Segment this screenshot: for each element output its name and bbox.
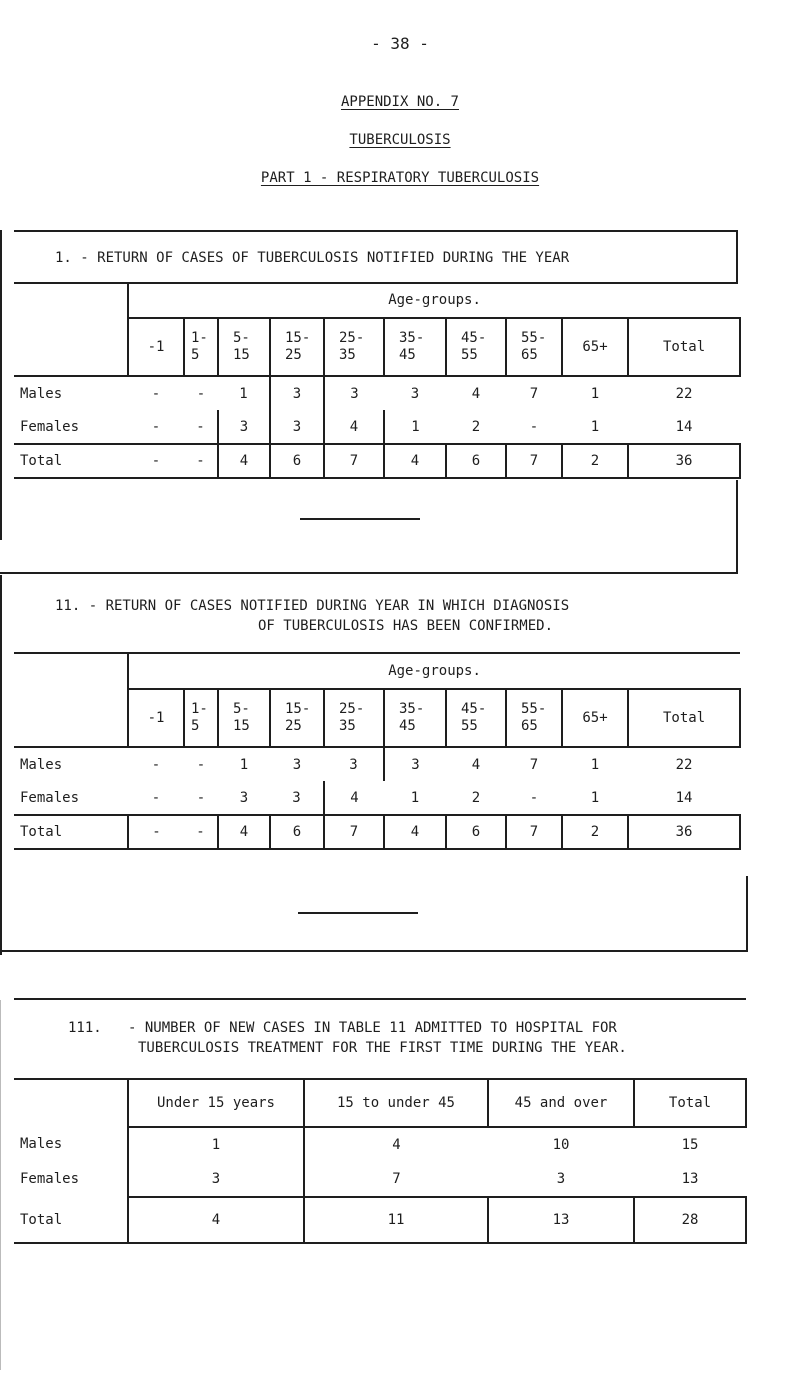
- section2-title-line1: 11. - RETURN OF CASES NOTIFIED DURING YEAR IN WHICH DIAGNOSIS: [55, 598, 570, 614]
- data-cell: 7: [324, 815, 384, 849]
- data-cell: -: [196, 756, 206, 773]
- data-cell: 1: [590, 385, 600, 402]
- data-cell: 28: [634, 1197, 746, 1243]
- data-cell: 3: [410, 385, 420, 402]
- data-cell: 22: [675, 756, 693, 773]
- corner-cell: [14, 318, 128, 376]
- data-cell: 14: [675, 418, 693, 435]
- separator-rule: [0, 572, 738, 574]
- corner-cell: [14, 282, 128, 318]
- column-header: Total: [628, 318, 740, 376]
- data-cell: 2: [562, 444, 628, 478]
- data-cell: 4: [324, 410, 384, 444]
- data-cell: 14: [675, 789, 693, 806]
- column-header: 45 and over: [488, 1079, 634, 1127]
- row-label-females: Females: [20, 418, 80, 435]
- data-cell: 3: [128, 1161, 304, 1197]
- data-cell: 10: [552, 1136, 570, 1153]
- data-cell: -: [529, 789, 539, 806]
- row-label-males: Males: [20, 756, 63, 773]
- column-header: 5- 15: [218, 689, 270, 747]
- data-cell: 22: [675, 385, 693, 402]
- data-cell: 1: [384, 410, 446, 444]
- data-cell: 1: [128, 1127, 304, 1161]
- data-cell: 2: [562, 815, 628, 849]
- column-header: 65+: [562, 689, 628, 747]
- data-cell: 3: [292, 789, 301, 806]
- column-header: 15- 25: [270, 318, 324, 376]
- row-label-total: Total: [14, 444, 128, 478]
- column-header: 25- 35: [324, 689, 384, 747]
- column-header: 55- 65: [506, 318, 562, 376]
- data-cell: 36: [628, 815, 740, 849]
- part-heading: PART 1 - RESPIRATORY TUBERCULOSIS: [260, 170, 540, 186]
- data-cell: -: [128, 444, 184, 478]
- column-header: 15- 25: [270, 689, 324, 747]
- appendix-heading: APPENDIX NO. 7: [340, 94, 459, 110]
- data-cell: 6: [270, 815, 324, 849]
- subject-heading: TUBERCULOSIS: [349, 132, 451, 148]
- data-cell: 1: [590, 789, 600, 806]
- data-cell: -: [151, 385, 161, 402]
- data-cell: -: [151, 418, 161, 435]
- data-cell: 4: [304, 1127, 488, 1161]
- data-cell: 6: [270, 444, 324, 478]
- data-cell: 3: [384, 747, 446, 781]
- age-groups-label: Age-groups.: [128, 282, 740, 318]
- data-cell: 3: [239, 789, 249, 806]
- frame-line: [0, 230, 2, 540]
- row-label-total: Total: [14, 1197, 128, 1243]
- separator-rule: [0, 950, 748, 952]
- row-label-females: Females: [20, 1171, 80, 1187]
- section3-title-line1: - NUMBER OF NEW CASES IN TABLE 11 ADMITTED TO HOSPITAL FOR: [128, 1020, 617, 1036]
- column-header: 55- 65: [506, 689, 562, 747]
- data-cell: -: [151, 789, 161, 806]
- data-cell: 4: [384, 815, 446, 849]
- section2-table: [14, 652, 741, 850]
- data-cell: 1: [590, 756, 600, 773]
- column-header: Under 15 years: [128, 1079, 304, 1127]
- column-header: -1: [128, 318, 184, 376]
- column-header: 45- 55: [446, 689, 506, 747]
- frame-line: [746, 876, 748, 952]
- column-header: Total: [628, 689, 740, 747]
- column-header: -1: [128, 689, 184, 747]
- data-cell: 1: [590, 418, 600, 435]
- column-header: 65+: [562, 318, 628, 376]
- data-cell: 3: [324, 376, 384, 410]
- data-cell: 4: [324, 781, 384, 815]
- data-cell: 1: [239, 385, 248, 402]
- data-cell: 7: [506, 815, 562, 849]
- data-cell: 4: [218, 815, 270, 849]
- data-cell: -: [196, 418, 205, 435]
- data-cell: 7: [506, 444, 562, 478]
- column-header: 5- 15: [218, 318, 270, 376]
- column-header: 1- 5: [184, 318, 218, 376]
- data-cell: -: [196, 789, 206, 806]
- age-groups-label: Age-groups.: [128, 653, 740, 689]
- data-cell: 6: [446, 444, 506, 478]
- section3-top-rule: [14, 998, 746, 1000]
- column-header: 1- 5: [184, 689, 218, 747]
- data-cell: 4: [471, 756, 481, 773]
- data-cell: 4: [128, 1197, 304, 1243]
- data-cell: 13: [488, 1197, 634, 1243]
- data-cell: 4: [471, 385, 481, 402]
- data-cell: -: [196, 385, 206, 402]
- frame-line: [0, 1000, 1, 1370]
- data-cell: 15: [681, 1136, 699, 1153]
- frame-line: [736, 480, 738, 572]
- column-header: 35- 45: [384, 318, 446, 376]
- separator-rule: [300, 518, 420, 520]
- row-label-females: Females: [20, 789, 80, 806]
- column-header: Total: [634, 1079, 746, 1127]
- data-cell: -: [184, 444, 218, 478]
- data-cell: 13: [681, 1170, 699, 1187]
- data-cell: -: [184, 815, 218, 849]
- data-cell: 7: [324, 444, 384, 478]
- data-cell: 7: [304, 1161, 488, 1197]
- section1-table: [14, 282, 741, 479]
- column-header: 45- 55: [446, 318, 506, 376]
- corner-cell: [14, 689, 128, 747]
- section1-title: 1. - RETURN OF CASES OF TUBERCULOSIS NOTIFIED DURING THE YEAR: [55, 250, 570, 266]
- corner-cell: [14, 653, 128, 689]
- data-cell: 4: [218, 444, 270, 478]
- section3-table: [14, 1078, 747, 1244]
- data-cell: -: [128, 815, 184, 849]
- page-number: - 38 -: [371, 34, 429, 53]
- data-cell: 3: [349, 756, 358, 773]
- data-cell: -: [151, 756, 161, 773]
- data-cell: 3: [556, 1170, 566, 1187]
- column-header: 35- 45: [384, 689, 446, 747]
- separator-rule: [298, 912, 418, 914]
- row-label-males: Males: [20, 385, 63, 402]
- data-cell: 3: [292, 756, 302, 773]
- data-cell: 6: [446, 815, 506, 849]
- corner-cell: [14, 1079, 128, 1127]
- data-cell: 7: [529, 385, 539, 402]
- column-header: 15 to under 45: [304, 1079, 488, 1127]
- data-cell: 2: [471, 418, 481, 435]
- section3-title-line2: TUBERCULOSIS TREATMENT FOR THE FIRST TIME DURING THE YEAR.: [138, 1040, 627, 1056]
- data-cell: 2: [471, 789, 481, 806]
- data-cell: 36: [628, 444, 740, 478]
- data-cell: 3: [270, 376, 324, 410]
- data-cell: 7: [529, 756, 539, 773]
- frame-line: [0, 575, 2, 955]
- section3-number: 111.: [68, 1020, 102, 1036]
- row-label-total: Total: [14, 815, 128, 849]
- data-cell: 3: [270, 410, 324, 444]
- data-cell: 4: [384, 444, 446, 478]
- data-cell: -: [529, 418, 539, 435]
- data-cell: 11: [304, 1197, 488, 1243]
- data-cell: 1: [410, 789, 420, 806]
- section2-title-line2: OF TUBERCULOSIS HAS BEEN CONFIRMED.: [258, 618, 554, 634]
- row-label-males: Males: [20, 1136, 63, 1152]
- column-header: 25- 35: [324, 318, 384, 376]
- data-cell: 1: [239, 756, 249, 773]
- data-cell: 3: [218, 410, 270, 444]
